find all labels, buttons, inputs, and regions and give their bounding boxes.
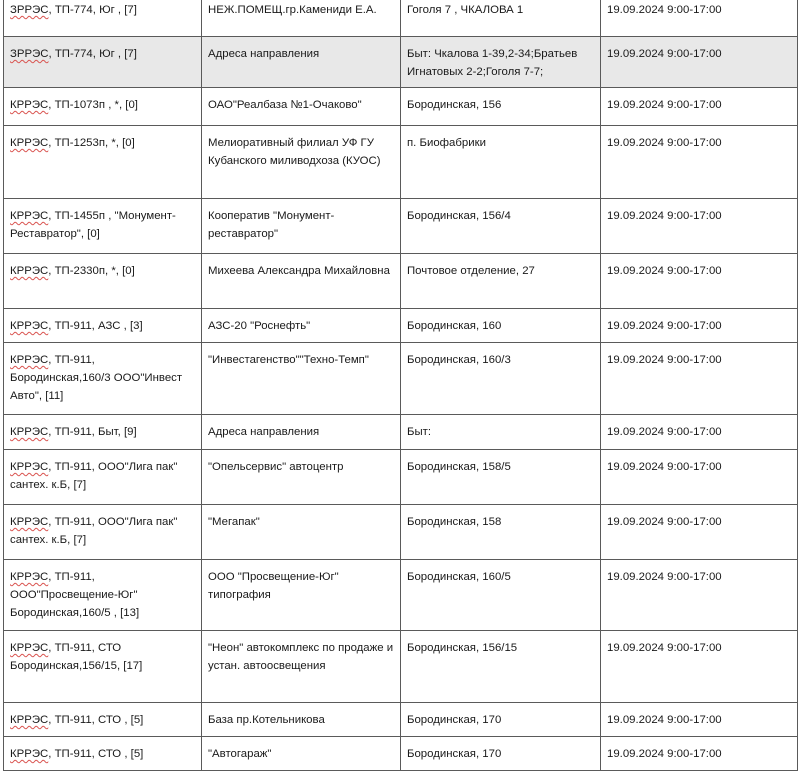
- outage-table-body: [4, 0, 798, 771]
- table-row: [4, 737, 798, 771]
- district-code: КРРЭС: [10, 137, 49, 149]
- network-cell: [4, 126, 202, 199]
- district-code: КРРЭС: [10, 571, 49, 583]
- address-cell: Бородинская, 158/5: [401, 450, 601, 505]
- district-code: КРРЭС: [10, 748, 49, 760]
- substation-info: , ТП-911, СТО Бородинская,156/15, [17]: [10, 642, 143, 672]
- schedule-cell: 19.09.2024 9:00-17:00: [601, 450, 798, 505]
- address-cell: Почтовое отделение, 27: [401, 254, 601, 309]
- schedule-cell: 19.09.2024 9:00-17:00: [601, 309, 798, 343]
- table-row: [4, 631, 798, 703]
- schedule-cell: 19.09.2024 9:00-17:00: [601, 88, 798, 126]
- district-code: КРРЭС: [10, 714, 49, 726]
- substation-info: , ТП-774, Юг , [7]: [48, 4, 137, 16]
- substation-info: , ТП-911, Быт, [9]: [48, 426, 137, 438]
- address-cell: Бородинская, 160: [401, 309, 601, 343]
- consumer-cell: Мелиоративный филиал УФ ГУ Кубанского миливодхоза (КУОС): [202, 126, 401, 199]
- district-code: КРРЭС: [10, 354, 49, 366]
- table-row: [4, 0, 798, 37]
- table-row: [4, 505, 798, 560]
- address-cell: Бородинская, 160/3: [401, 343, 601, 415]
- address-cell: Бородинская, 170: [401, 737, 601, 771]
- schedule-cell: 19.09.2024 9:00-17:00: [601, 254, 798, 309]
- address-cell: Бородинская, 158: [401, 505, 601, 560]
- consumer-cell: ОАО"Реалбаза №1-Очаково": [202, 88, 401, 126]
- schedule-cell: 19.09.2024 9:00-17:00: [601, 126, 798, 199]
- substation-info: , ТП-911, ООО"Лига пак" сантех. к.Б, [7]: [10, 516, 178, 546]
- consumer-cell: ООО "Просвещение-Юг" типография: [202, 560, 401, 631]
- substation-info: , ТП-1455п , "Монумент-Реставратор", [0]: [10, 210, 176, 240]
- schedule-cell: 19.09.2024 9:00-17:00: [601, 343, 798, 415]
- network-cell: [4, 199, 202, 254]
- consumer-cell: База пр.Котельникова: [202, 703, 401, 737]
- substation-info: , ТП-2330п, *, [0]: [48, 265, 135, 277]
- table-row: [4, 415, 798, 450]
- schedule-cell: 19.09.2024 9:00-17:00: [601, 0, 798, 37]
- address-cell: Быт:: [401, 415, 601, 450]
- network-cell: [4, 415, 202, 450]
- district-code: ЗРРЭС: [10, 48, 49, 60]
- schedule-cell: 19.09.2024 9:00-17:00: [601, 505, 798, 560]
- network-cell: [4, 505, 202, 560]
- district-code: ЗРРЭС: [10, 4, 49, 16]
- substation-info: , ТП-1073п , *, [0]: [48, 99, 138, 111]
- address-cell: Бородинская, 170: [401, 703, 601, 737]
- address-cell: Бородинская, 156/15: [401, 631, 601, 703]
- consumer-cell: "Неон" автокомплекс по продаже и устан. автоосвещения: [202, 631, 401, 703]
- consumer-cell: АЗС-20 "Роснефть": [202, 309, 401, 343]
- network-cell: [4, 309, 202, 343]
- schedule-cell: 19.09.2024 9:00-17:00: [601, 737, 798, 771]
- substation-info: , ТП-1253п, *, [0]: [48, 137, 135, 149]
- network-cell: [4, 631, 202, 703]
- consumer-cell: Адреса направления: [202, 37, 401, 88]
- network-cell: [4, 343, 202, 415]
- district-code: КРРЭС: [10, 265, 49, 277]
- table-row: [4, 88, 798, 126]
- table-row: [4, 309, 798, 343]
- district-code: КРРЭС: [10, 320, 49, 332]
- address-cell: п. Биофабрики: [401, 126, 601, 199]
- network-cell: [4, 37, 202, 88]
- network-cell: [4, 703, 202, 737]
- address-cell: Бородинская, 156/4: [401, 199, 601, 254]
- schedule-cell: 19.09.2024 9:00-17:00: [601, 703, 798, 737]
- schedule-cell: 19.09.2024 9:00-17:00: [601, 199, 798, 254]
- district-code: КРРЭС: [10, 461, 49, 473]
- district-code: КРРЭС: [10, 99, 49, 111]
- consumer-cell: "Автогараж": [202, 737, 401, 771]
- schedule-cell: 19.09.2024 9:00-17:00: [601, 631, 798, 703]
- consumer-cell: "Инвестагенство""Техно-Темп": [202, 343, 401, 415]
- substation-info: , ТП-911, ООО"Лига пак" сантех. к.Б, [7]: [10, 461, 178, 491]
- consumer-cell: Адреса направления: [202, 415, 401, 450]
- network-cell: [4, 737, 202, 771]
- network-cell: [4, 450, 202, 505]
- table-row: [4, 703, 798, 737]
- outage-table: [3, 0, 798, 771]
- consumer-cell: "Мегапак": [202, 505, 401, 560]
- address-cell: Быт: Чкалова 1-39,2-34;Братьев Игнатовых 2-2;Гоголя 7-7;: [401, 37, 601, 88]
- district-code: КРРЭС: [10, 516, 49, 528]
- district-code: КРРЭС: [10, 426, 49, 438]
- table-row: [4, 37, 798, 88]
- table-row: [4, 343, 798, 415]
- substation-info: , ТП-911, АЗС , [3]: [48, 320, 143, 332]
- table-row: [4, 254, 798, 309]
- substation-info: , ТП-911, СТО , [5]: [48, 714, 144, 726]
- table-row: [4, 126, 798, 199]
- network-cell: [4, 0, 202, 37]
- address-cell: Гоголя 7 , ЧКАЛОВА 1: [401, 0, 601, 37]
- network-cell: [4, 560, 202, 631]
- district-code: КРРЭС: [10, 210, 49, 222]
- address-cell: Бородинская, 156: [401, 88, 601, 126]
- substation-info: , ТП-911, Бородинская,160/3 ООО"Инвест Авто", [11]: [10, 354, 183, 402]
- consumer-cell: Кооператив "Монумент-реставратор": [202, 199, 401, 254]
- network-cell: [4, 254, 202, 309]
- table-row: [4, 199, 798, 254]
- schedule-cell: 19.09.2024 9:00-17:00: [601, 415, 798, 450]
- address-cell: Бородинская, 160/5: [401, 560, 601, 631]
- consumer-cell: "Опельсервис" автоцентр: [202, 450, 401, 505]
- consumer-cell: НЕЖ.ПОМЕЩ.гр.Камениди Е.А.: [202, 0, 401, 37]
- district-code: КРРЭС: [10, 642, 49, 654]
- schedule-cell: 19.09.2024 9:00-17:00: [601, 37, 798, 88]
- substation-info: , ТП-911, СТО , [5]: [48, 748, 144, 760]
- network-cell: [4, 88, 202, 126]
- consumer-cell: Михеева Александра Михайловна: [202, 254, 401, 309]
- table-row: [4, 560, 798, 631]
- table-row: [4, 450, 798, 505]
- substation-info: , ТП-911, ООО"Просвещение-Юг" Бородинская,160/5 , [13]: [10, 571, 140, 619]
- substation-info: , ТП-774, Юг , [7]: [48, 48, 137, 60]
- schedule-cell: 19.09.2024 9:00-17:00: [601, 560, 798, 631]
